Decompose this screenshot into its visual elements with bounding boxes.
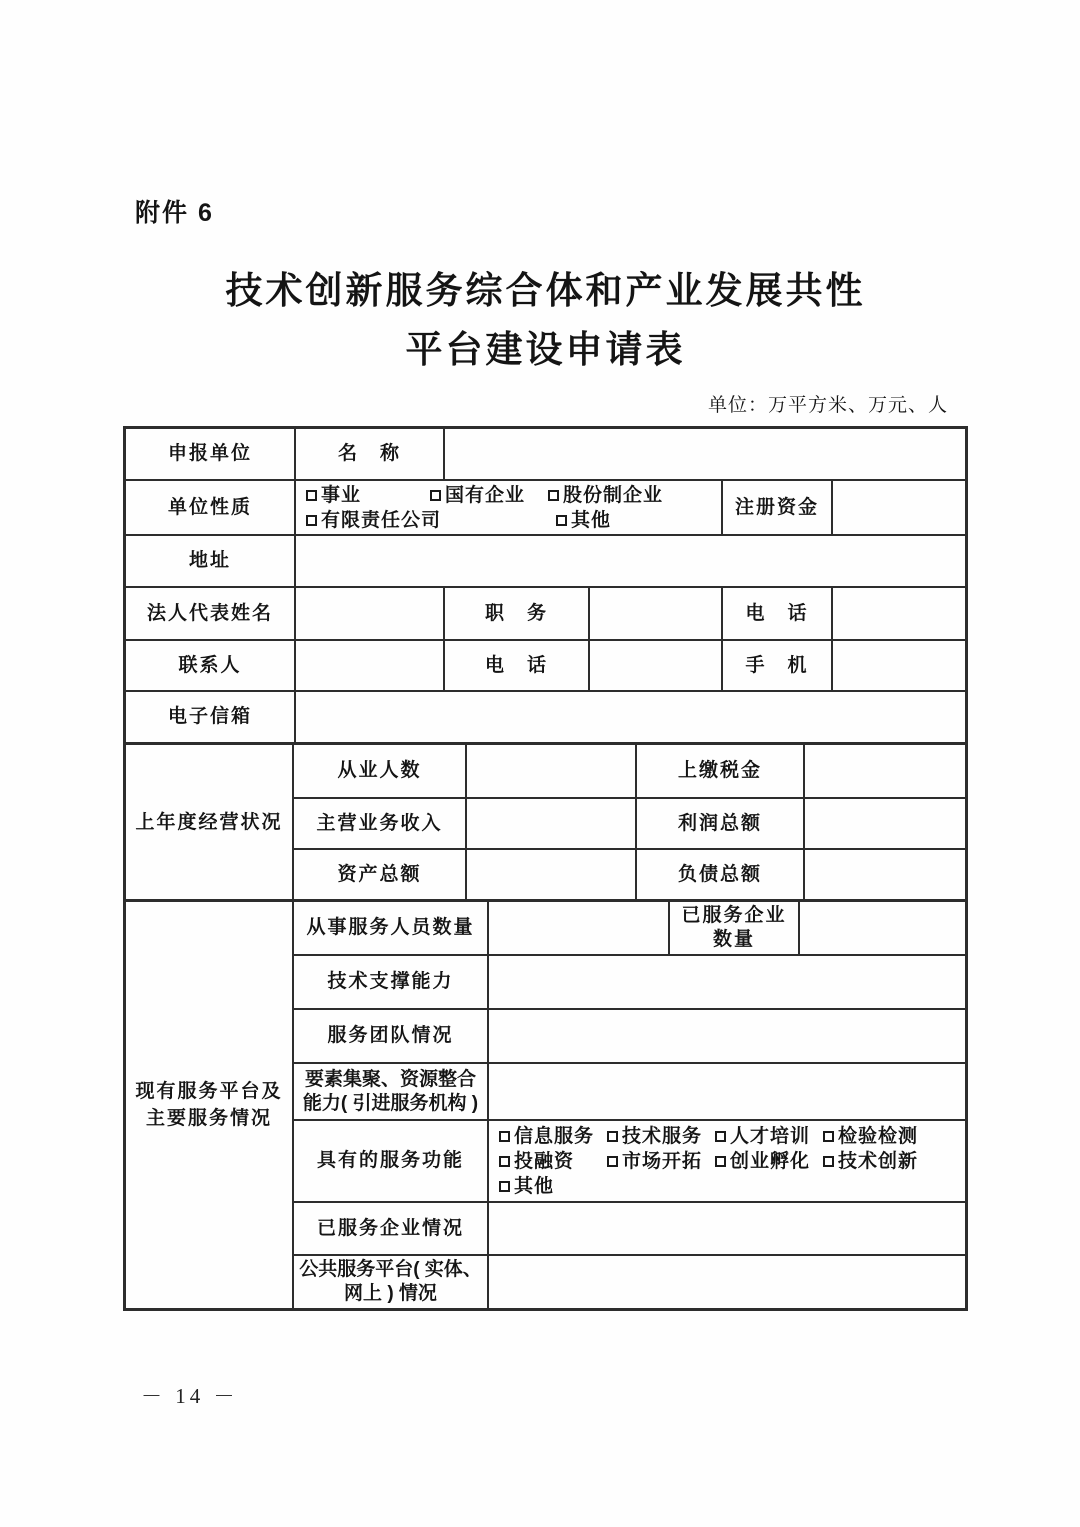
service-team-label: 服务团队情况 [327, 1025, 454, 1046]
option-jishufuwu: 技术服务 [607, 1124, 715, 1149]
row-email [126, 690, 965, 742]
checkbox-icon [556, 515, 567, 526]
row-legal-rep [126, 586, 965, 639]
served-count-label [668, 902, 798, 954]
row-assets-liabilities [294, 848, 965, 899]
option-qita: 其他 [556, 508, 611, 533]
public-platform-label [294, 1256, 487, 1308]
row-tech-support [294, 954, 965, 1008]
nature-options-line-2 [306, 508, 717, 533]
functions-options-line-3 [499, 1174, 961, 1199]
registered-capital-value-cell [831, 481, 965, 534]
row-unit-nature [126, 479, 965, 534]
row-revenue-profit [294, 797, 965, 848]
unit-note: 单位：万平方米、万元、人 [707, 395, 948, 416]
checkbox-icon [499, 1131, 510, 1142]
nature-label: 单位性质 [167, 496, 252, 518]
section-existing-platform [126, 899, 965, 1308]
option-guoyouqiye: 国有企业 [430, 483, 548, 508]
checkbox-icon [715, 1131, 726, 1142]
served-count-label-line-2: 数量 [712, 929, 755, 950]
checkbox-icon [607, 1156, 618, 1167]
row-aggregation [294, 1062, 965, 1119]
aggregation-label-line-1: 要素集聚、资源整合 [304, 1068, 476, 1090]
employees-value-cell [465, 745, 635, 797]
position-label: 职 务 [443, 588, 588, 639]
public-platform-label-line-2: 网上 ) 情况 [344, 1283, 437, 1304]
served-detail-label: 已服务企业情况 [316, 1217, 464, 1239]
aggregation-value-cell [487, 1064, 965, 1119]
served-count-value-cell [798, 902, 965, 954]
email-label: 电子信箱 [167, 706, 252, 727]
legal-rep-label: 法人代表姓名 [146, 602, 273, 624]
section-prev-year [126, 742, 965, 899]
profit-value-cell [803, 799, 965, 848]
registered-capital-label: 注册资金 [721, 481, 831, 534]
revenue-value-cell [465, 799, 635, 848]
prev-year-body [294, 745, 965, 899]
option-chuangyefuhua: 创业孵化 [715, 1149, 823, 1174]
row-address [126, 534, 965, 586]
nature-options-line-1 [306, 483, 717, 508]
nature-options-cell [294, 481, 721, 534]
served-count-label-line-1: 已服务企业 [681, 905, 787, 926]
attachment-label: 附件 6 [135, 199, 214, 227]
existing-platform-body [294, 902, 965, 1308]
application-form-table [123, 426, 968, 1311]
aggregation-label [294, 1064, 487, 1119]
tech-support-label: 技术支撑能力 [327, 971, 454, 992]
option-tourongzi: 投融资 [499, 1149, 607, 1174]
row-employees-tax [294, 745, 965, 797]
address-label: 地址 [188, 550, 231, 571]
service-team-value-cell [487, 1010, 965, 1062]
checkbox-icon [823, 1131, 834, 1142]
assets-value-cell [465, 850, 635, 899]
aggregation-label-line-2: 能力( 引进服务机构 ) [302, 1092, 479, 1114]
employees-label: 从业人数 [337, 760, 422, 781]
option-shichangkaituo: 市场开拓 [607, 1149, 715, 1174]
checkbox-icon [499, 1156, 510, 1167]
option-gufenzhi: 股份制企业 [548, 483, 663, 508]
page-number: － 14 － [141, 1384, 239, 1408]
public-platform-label-line-1: 公共服务平台( 实体、 [299, 1259, 482, 1280]
checkbox-icon [499, 1181, 510, 1192]
tax-label: 上缴税金 [635, 745, 803, 797]
row-served-detail [294, 1201, 965, 1254]
phone-value-cell [831, 588, 965, 639]
row-contact [126, 639, 965, 690]
prev-year-label: 上年度经营状况 [126, 745, 294, 899]
functions-options-line-2 [499, 1149, 961, 1174]
platform-label-line-1: 现有服务平台及 [135, 1081, 283, 1102]
liabilities-value-cell [803, 850, 965, 899]
phone-label: 电 话 [721, 588, 831, 639]
contact-phone-value-cell [588, 641, 721, 690]
checkbox-icon [823, 1156, 834, 1167]
checkbox-icon [548, 490, 559, 501]
functions-label: 具有的服务功能 [316, 1150, 464, 1171]
option-shiye: 事业 [306, 483, 430, 508]
public-platform-value-cell [487, 1256, 965, 1308]
row-service-team [294, 1008, 965, 1062]
functions-options-line-1 [499, 1124, 961, 1149]
title-line-2: 平台建设申请表 [405, 330, 686, 371]
assets-label: 资产总额 [337, 863, 422, 885]
document-title [123, 262, 968, 380]
mobile-label: 手 机 [721, 641, 831, 690]
checkbox-icon [306, 515, 317, 526]
option-func-qita: 其他 [499, 1174, 554, 1199]
option-xinxifuwu: 信息服务 [499, 1124, 607, 1149]
mobile-value-cell [831, 641, 965, 690]
checkbox-icon [306, 490, 317, 501]
liabilities-label: 负债总额 [635, 850, 803, 899]
address-value-cell [294, 536, 965, 586]
row-service-functions [294, 1119, 965, 1201]
tech-support-value-cell [487, 956, 965, 1008]
functions-options-cell [487, 1121, 965, 1201]
row-service-staff [294, 902, 965, 954]
tax-value-cell [803, 745, 965, 797]
option-jianyanjiance: 检验检测 [823, 1124, 918, 1149]
legal-rep-name-cell [294, 588, 443, 639]
platform-label-line-2: 主要服务情况 [145, 1108, 272, 1129]
row-applicant [126, 429, 965, 479]
served-detail-value-cell [487, 1203, 965, 1254]
option-youxianzeren: 有限责任公司 [306, 508, 556, 533]
position-value-cell [588, 588, 721, 639]
option-rencaipeixun: 人才培训 [715, 1124, 823, 1149]
email-value-cell [294, 692, 965, 742]
contact-label: 联系人 [178, 654, 242, 676]
service-staff-value-cell [487, 902, 668, 954]
platform-label [126, 902, 294, 1308]
profit-label: 利润总额 [635, 799, 803, 848]
checkbox-icon [715, 1156, 726, 1167]
row-public-platform [294, 1254, 965, 1308]
name-value-cell [443, 429, 965, 479]
option-jishuchuangxin: 技术创新 [823, 1149, 918, 1174]
service-staff-label: 从事服务人员数量 [306, 917, 475, 938]
name-label: 名 称 [294, 429, 443, 479]
title-line-1: 技术创新服务综合体和产业发展共性 [225, 271, 866, 312]
contact-name-cell [294, 641, 443, 690]
contact-phone-label: 电 话 [443, 641, 588, 690]
checkbox-icon [607, 1131, 618, 1142]
applicant-label: 申报单位 [167, 443, 252, 464]
checkbox-icon [430, 490, 441, 501]
revenue-label: 主营业务收入 [316, 812, 443, 834]
